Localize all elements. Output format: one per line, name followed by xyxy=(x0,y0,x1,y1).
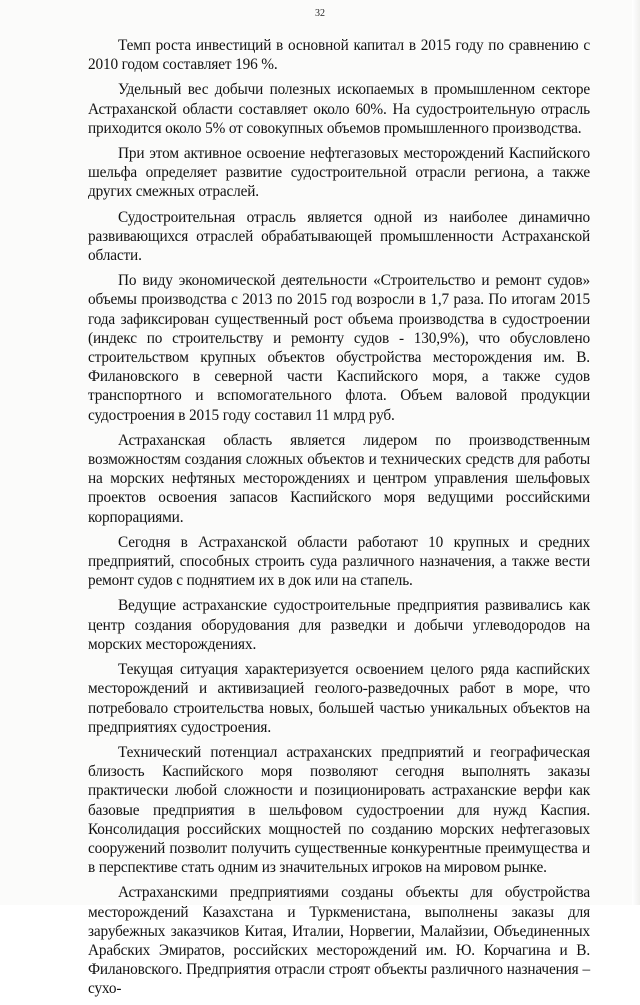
paragraph: Сегодня в Астраханской области работают 10 крупных и средних предприятий, способных строить суда различного назначения, а также вести ремонт судов с поднятием их в док или на стапель. xyxy=(88,533,590,590)
paragraph: Удельный вес добычи полезных ископаемых в промышленном секторе Астраханской области составляет около 60%. На судостроительную отрасль приходится около 5% от совокупных объемов промышленного производства. xyxy=(88,81,590,137)
page-number: 32 xyxy=(315,8,325,19)
paragraph: Технический потенциал астраханских предприятий и географическая близость Каспийского моря позволяют сегодня выполнять заказы практически любой сложности и позиционировать астраханские верфи как базовые предприятия в шельфовом судостроении для нужд Каспия. Консолидация российских мощностей по созданию морских нефтегазовых сооружений позволит получить существенные конкурентные преимущества и в перспективе стать одним из значительных игроков на мировом рынке. xyxy=(88,743,590,877)
paragraph: Астраханская область является лидером по производственным возможностям создания сложных объектов и технических средств для работы на морских нефтяных месторождениях и центром управления шельфовых проектов освоения запасов Каспийского моря ведущими российскими корпорациями. xyxy=(88,431,590,526)
paragraph: При этом активное освоение нефтегазовых месторождений Каспийского шельфа определяет развитие судостроительной отрасли региона, а также других смежных отраслей. xyxy=(88,145,590,201)
paragraph: Судостроительная отрасль является одной из наиболее динамично развивающихся отраслей обрабатывающей промышленности Астраханской области. xyxy=(88,208,590,265)
paragraph: Ведущие астраханские судостроительные предприятия развивались как центр создания оборудования для разведки и добычи углеводородов на морских месторождениях. xyxy=(88,597,590,653)
body-text xyxy=(88,36,590,1005)
paragraph: Астраханскими предприятиями созданы объекты для обустройства месторождений Казахстана и Туркменистана, выполнены заказы для зарубежных заказчиков Китая, Италии, Норвегии, Малайзии, Объединенных Арабских Эмиратов, российских месторождений им. Ю. Корчагина и В. Филановского. Предприятия отрасли строят объекты различного назначения – сухо- xyxy=(88,884,590,998)
paragraph: Темп роста инвестиций в основной капитал в 2015 году по сравнению с 2010 годом составляет 196 %. xyxy=(88,37,590,74)
paragraph: По виду экономической деятельности «Строительство и ремонт судов» объемы производства с 2013 по 2015 год возросли в 1,7 раза. По итогам 2015 года зафиксирован существенный рост объема производства в судостроении (индекс по строительству и ремонту судов - 130,9%), что обусловлено строительством крупных объектов обустройства месторождения им. В. Филановского в северной части Каспийского моря, а также судов транспортного и вспомогательного флота. Объем валовой продукции судостроения в 2015 году составил 11 млрд руб. xyxy=(88,272,590,424)
scan-edge xyxy=(632,0,640,905)
paragraph: Текущая ситуация характеризуется освоением целого ряда каспийских месторождений и активизацией геолого-разведочных работ в море, что потребовало строительства новых, большей частью уникальных объектов на предприятиях судостроения. xyxy=(88,661,590,736)
